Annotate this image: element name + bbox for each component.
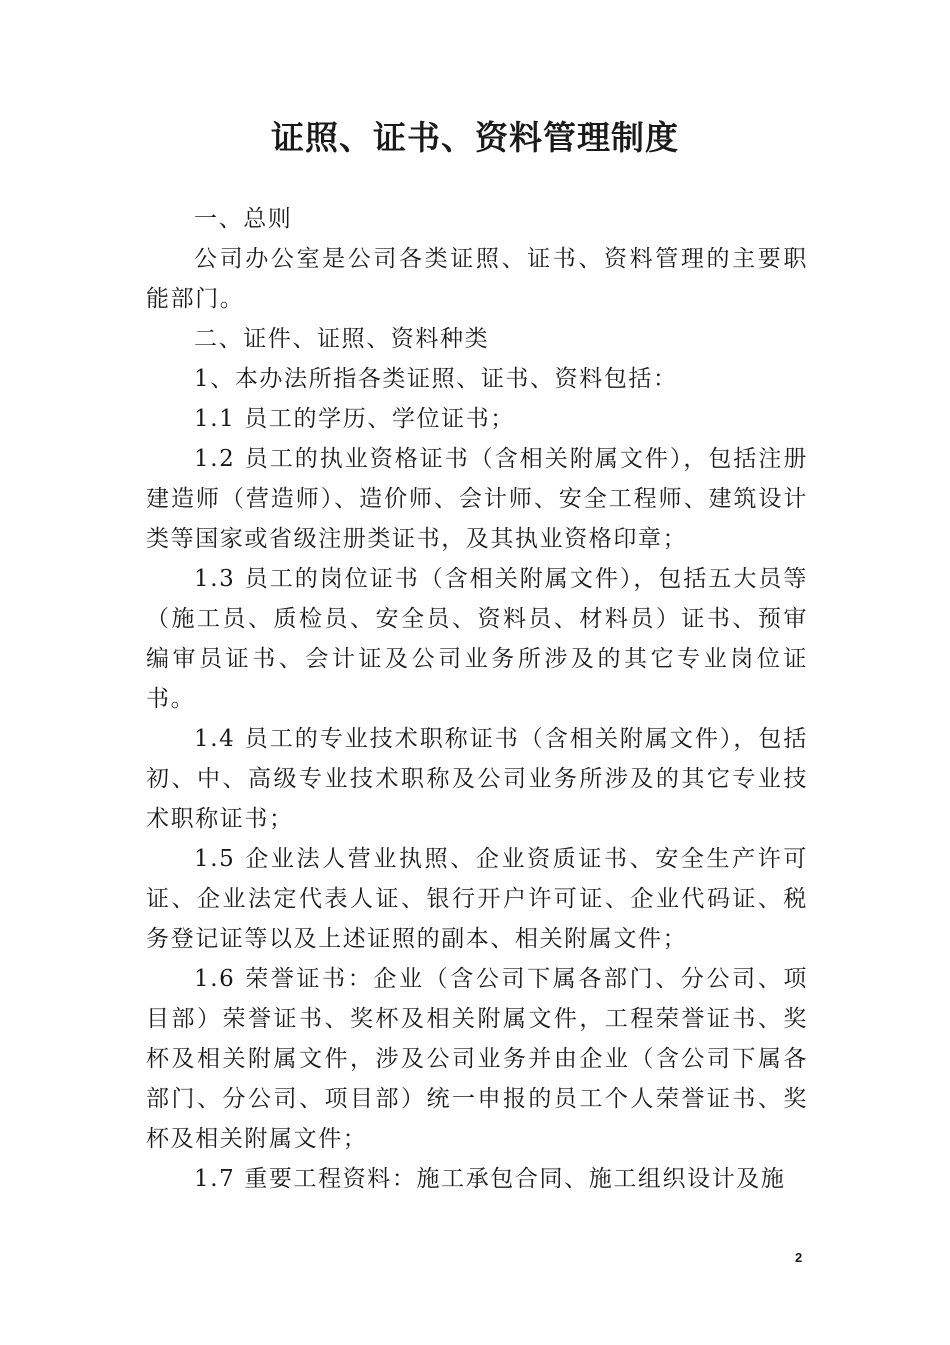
list-item: 1.7 重要工程资料：施工承包合同、施工组织设计及施	[194, 1166, 786, 1192]
list-item: 1.5 企业法人营业执照、企业资质证书、安全生产许可证、企业法定代表人证、银行开户许可证、企业代码证、税务登记证等以及上述证照的副本、相关附属文件；	[146, 846, 808, 952]
paragraph: 1、本办法所指各类证照、证书、资料包括：	[194, 366, 678, 392]
list-item: 1.3 员工的岗位证书（含相关附属文件），包括五大员等（施工员、质检员、安全员、资料员、材料员）证书、预审编审员证书、会计证及公司业务所涉及的其它专业岗位证书。	[146, 566, 808, 712]
list-item: 1.2 员工的执业资格证书（含相关附属文件），包括注册建造师（营造师）、造价师、会计师、安全工程师、建筑设计类等国家或省级注册类证书，及其执业资格印章；	[146, 446, 808, 552]
page-number: 2	[795, 1250, 803, 1265]
list-item: 1.4 员工的专业技术职称证书（含相关附属文件），包括初、中、高级专业技术职称及公司业务所涉及的其它专业技术职称证书；	[146, 726, 808, 832]
document-title: 证照、证书、资料管理制度	[271, 118, 679, 157]
list-item: 1.6 荣誉证书：企业（含公司下属各部门、分公司、项目部）荣誉证书、奖杯及相关附属文件，工程荣誉证书、奖杯及相关附属文件，涉及公司业务并由企业（含公司下属各部门、分公司、项目部）统一申报的员工个人荣誉证书、奖杯及相关附属文件；	[146, 966, 808, 1152]
section-heading: 二、证件、证照、资料种类	[194, 326, 490, 352]
document-body	[146, 199, 808, 1199]
list-item: 1.1 员工的学历、学位证书；	[194, 406, 515, 432]
paragraph: 公司办公室是公司各类证照、证书、资料管理的主要职能部门。	[146, 246, 808, 312]
section-heading: 一、总则	[194, 206, 293, 232]
